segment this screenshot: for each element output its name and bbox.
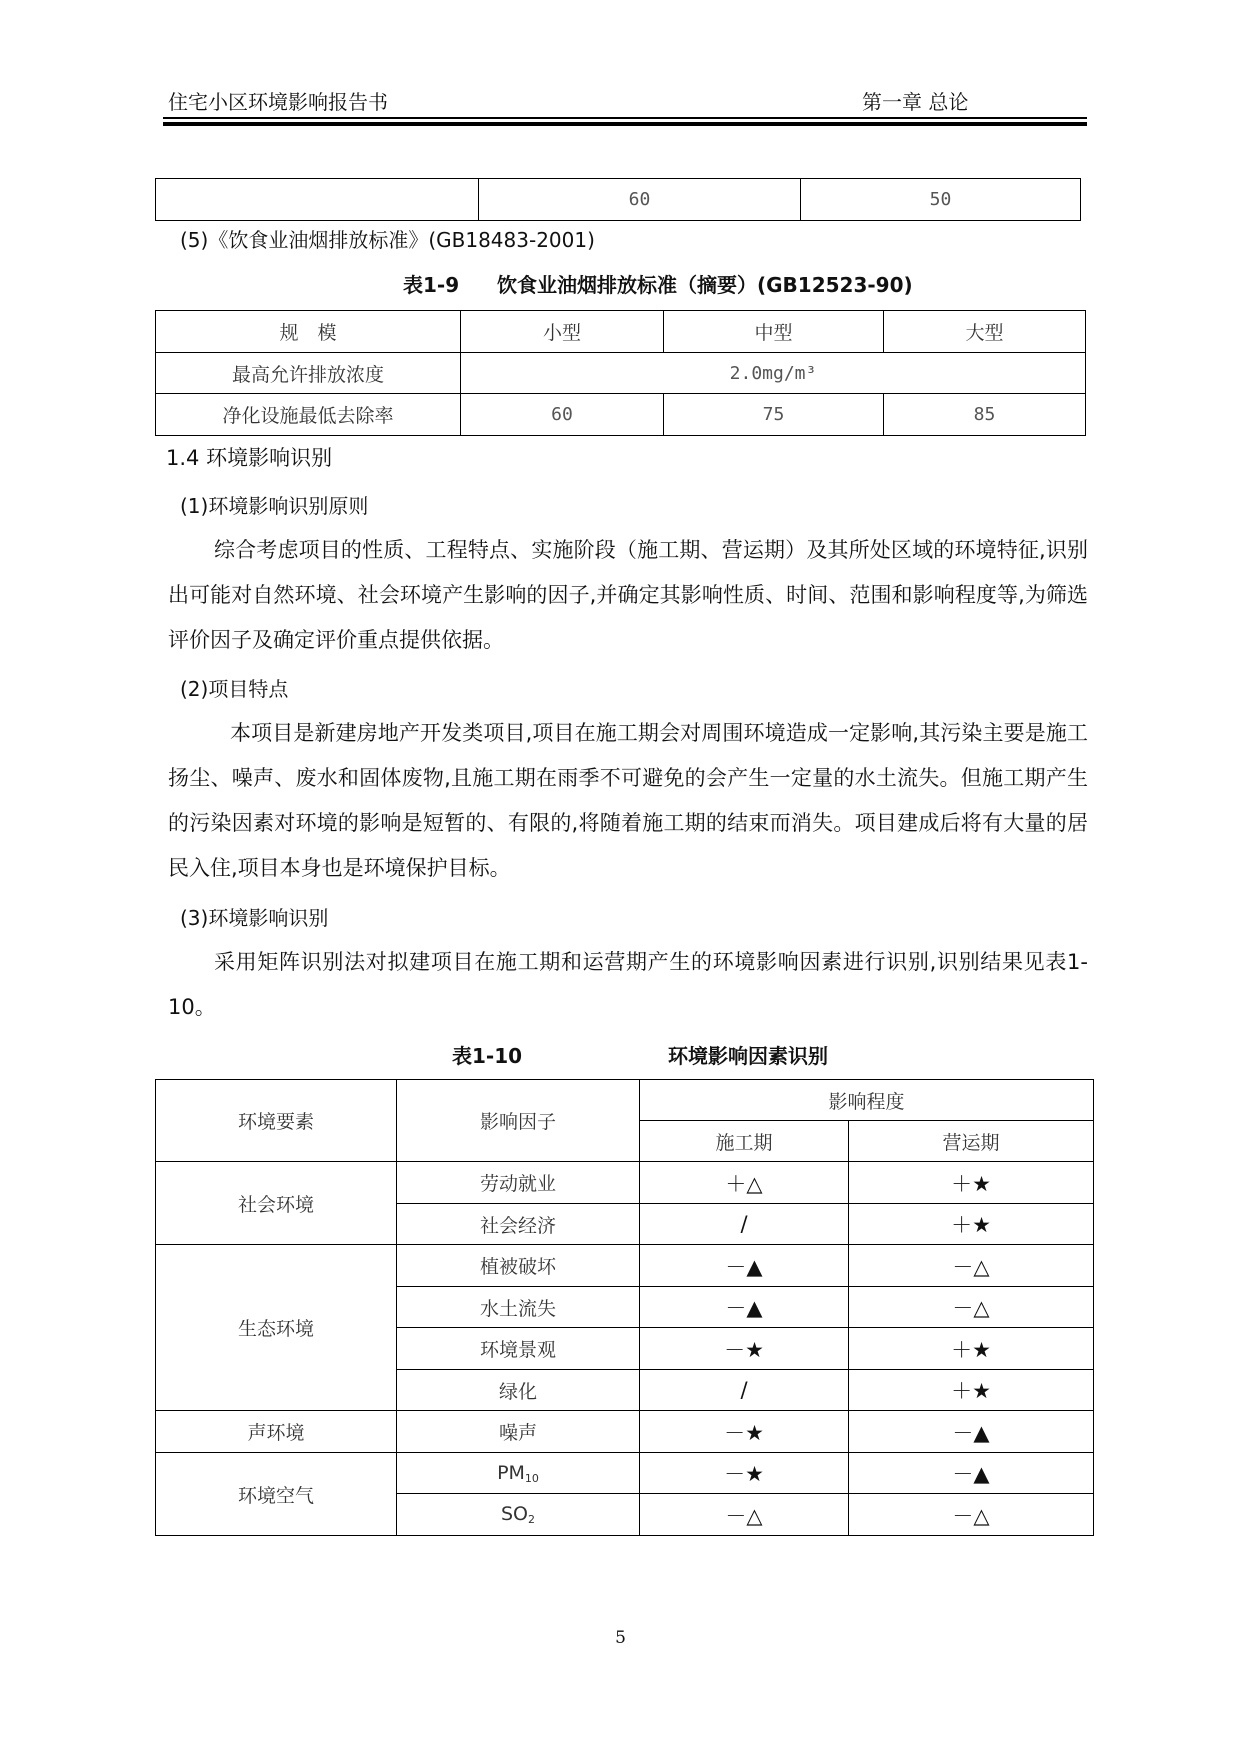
table-row-label: 净化设施最低去除率 [156, 394, 461, 436]
operation-cell: ＋★ [849, 1162, 1094, 1204]
construction-cell: －▲ [640, 1245, 849, 1287]
table19-caption-number: 表1-9 [403, 273, 460, 297]
table-cell: 2.0mg/m³ [461, 353, 1086, 394]
table-header-cell: 影响程度 [640, 1080, 1094, 1121]
factor-cell [397, 1453, 640, 1494]
operation-cell: －▲ [849, 1453, 1094, 1494]
table-header-cell: 施工期 [640, 1121, 849, 1162]
paragraph-text: 本项目是新建房地产开发类项目,项目在施工期会对周围环境造成一定影响,其污染主要是施工扬尘、噪声、废水和固体废物,且施工期在雨季不可避免的会产生一定量的水土流失。但施工期产生的污染因素对环境的影响是短暂的、有限的,将随着施工期的结束而消失。项目建成后将有大量的居民入住,项目本身也是环境保护目标。 [168, 721, 1088, 880]
table-cell: 60 [461, 394, 664, 436]
element-cell: 生态环境 [156, 1245, 397, 1411]
element-cell: 环境空气 [156, 1453, 397, 1536]
subsection-heading: (3)环境影响识别 [180, 906, 329, 930]
element-cell: 声环境 [156, 1411, 397, 1453]
header-title: 住宅小区环境影响报告书 [168, 90, 388, 114]
construction-cell: / [640, 1204, 849, 1245]
element-cell: 社会环境 [156, 1162, 397, 1245]
factor-main: PM [497, 1461, 525, 1484]
section-heading: 1.4 环境影响识别 [166, 446, 333, 470]
construction-cell: / [640, 1370, 849, 1411]
standard-item: (5)《饮食业油烟排放标准》(GB18483-2001) [180, 228, 595, 252]
factor-cell: 绿化 [397, 1370, 640, 1411]
subsection-heading: (2)项目特点 [180, 677, 289, 701]
header-rule-thin [163, 117, 1087, 119]
table-row [156, 1245, 1094, 1287]
operation-cell: －△ [849, 1245, 1094, 1287]
table-row-label: 最高允许排放浓度 [156, 353, 461, 394]
table-continuation [155, 178, 1081, 221]
page-number: 5 [615, 1628, 626, 1648]
table-1-9 [155, 310, 1086, 436]
table-cell: 50 [801, 179, 1081, 221]
paragraph-text: 采用矩阵识别法对拟建项目在施工期和运营期产生的环境影响因素进行识别,识别结果见表1-10。 [168, 950, 1088, 1019]
table-cell: 85 [884, 394, 1086, 436]
header-rule-thick [163, 122, 1087, 126]
construction-cell: －△ [640, 1494, 849, 1536]
table-1-10 [155, 1079, 1094, 1536]
table-row [156, 1162, 1094, 1204]
construction-cell: －▲ [640, 1287, 849, 1328]
table-cell [156, 179, 479, 221]
table-cell: 60 [479, 179, 801, 221]
table-header-cell: 中型 [664, 311, 884, 353]
table-header-cell: 大型 [884, 311, 1086, 353]
paragraph [168, 711, 1088, 891]
table-header-cell: 环境要素 [156, 1080, 397, 1162]
table110-caption-title: 环境影响因素识别 [668, 1044, 828, 1068]
construction-cell: －★ [640, 1411, 849, 1453]
table-header-cell: 影响因子 [397, 1080, 640, 1162]
table-header-cell: 规 模 [156, 311, 461, 353]
operation-cell: ＋★ [849, 1204, 1094, 1245]
operation-cell: ＋★ [849, 1370, 1094, 1411]
construction-cell: ＋△ [640, 1162, 849, 1204]
table-row [156, 1453, 1094, 1494]
header-chapter: 第一章 总论 [862, 90, 969, 114]
table-row [156, 1411, 1094, 1453]
table110-caption-number: 表1-10 [452, 1044, 523, 1068]
factor-cell: 劳动就业 [397, 1162, 640, 1204]
paragraph [168, 940, 1088, 1030]
paragraph [168, 528, 1088, 663]
paragraph-text: 综合考虑项目的性质、工程特点、实施阶段（施工期、营运期）及其所处区域的环境特征,识别出可能对自然环境、社会环境产生影响的因子,并确定其影响性质、时间、范围和影响程度等,为筛选评价因子及确定评价重点提供依据。 [168, 538, 1088, 652]
factor-cell: 噪声 [397, 1411, 640, 1453]
factor-subscript: 10 [524, 1471, 539, 1485]
construction-cell: －★ [640, 1453, 849, 1494]
factor-subscript: 2 [528, 1513, 535, 1526]
factor-cell: 植被破坏 [397, 1245, 640, 1287]
operation-cell: －▲ [849, 1411, 1094, 1453]
factor-cell: 环境景观 [397, 1328, 640, 1370]
factor-cell [397, 1494, 640, 1536]
table-cell: 75 [664, 394, 884, 436]
table19-caption-title: 饮食业油烟排放标准（摘要）(GB12523-90) [497, 273, 913, 297]
operation-cell: －△ [849, 1494, 1094, 1536]
table-header-cell: 营运期 [849, 1121, 1094, 1162]
operation-cell: －△ [849, 1287, 1094, 1328]
construction-cell: －★ [640, 1328, 849, 1370]
factor-main: SO [500, 1503, 528, 1525]
table-header-cell: 小型 [461, 311, 664, 353]
operation-cell: ＋★ [849, 1328, 1094, 1370]
factor-cell: 水土流失 [397, 1287, 640, 1328]
factor-cell: 社会经济 [397, 1204, 640, 1245]
subsection-heading: (1)环境影响识别原则 [180, 494, 369, 518]
